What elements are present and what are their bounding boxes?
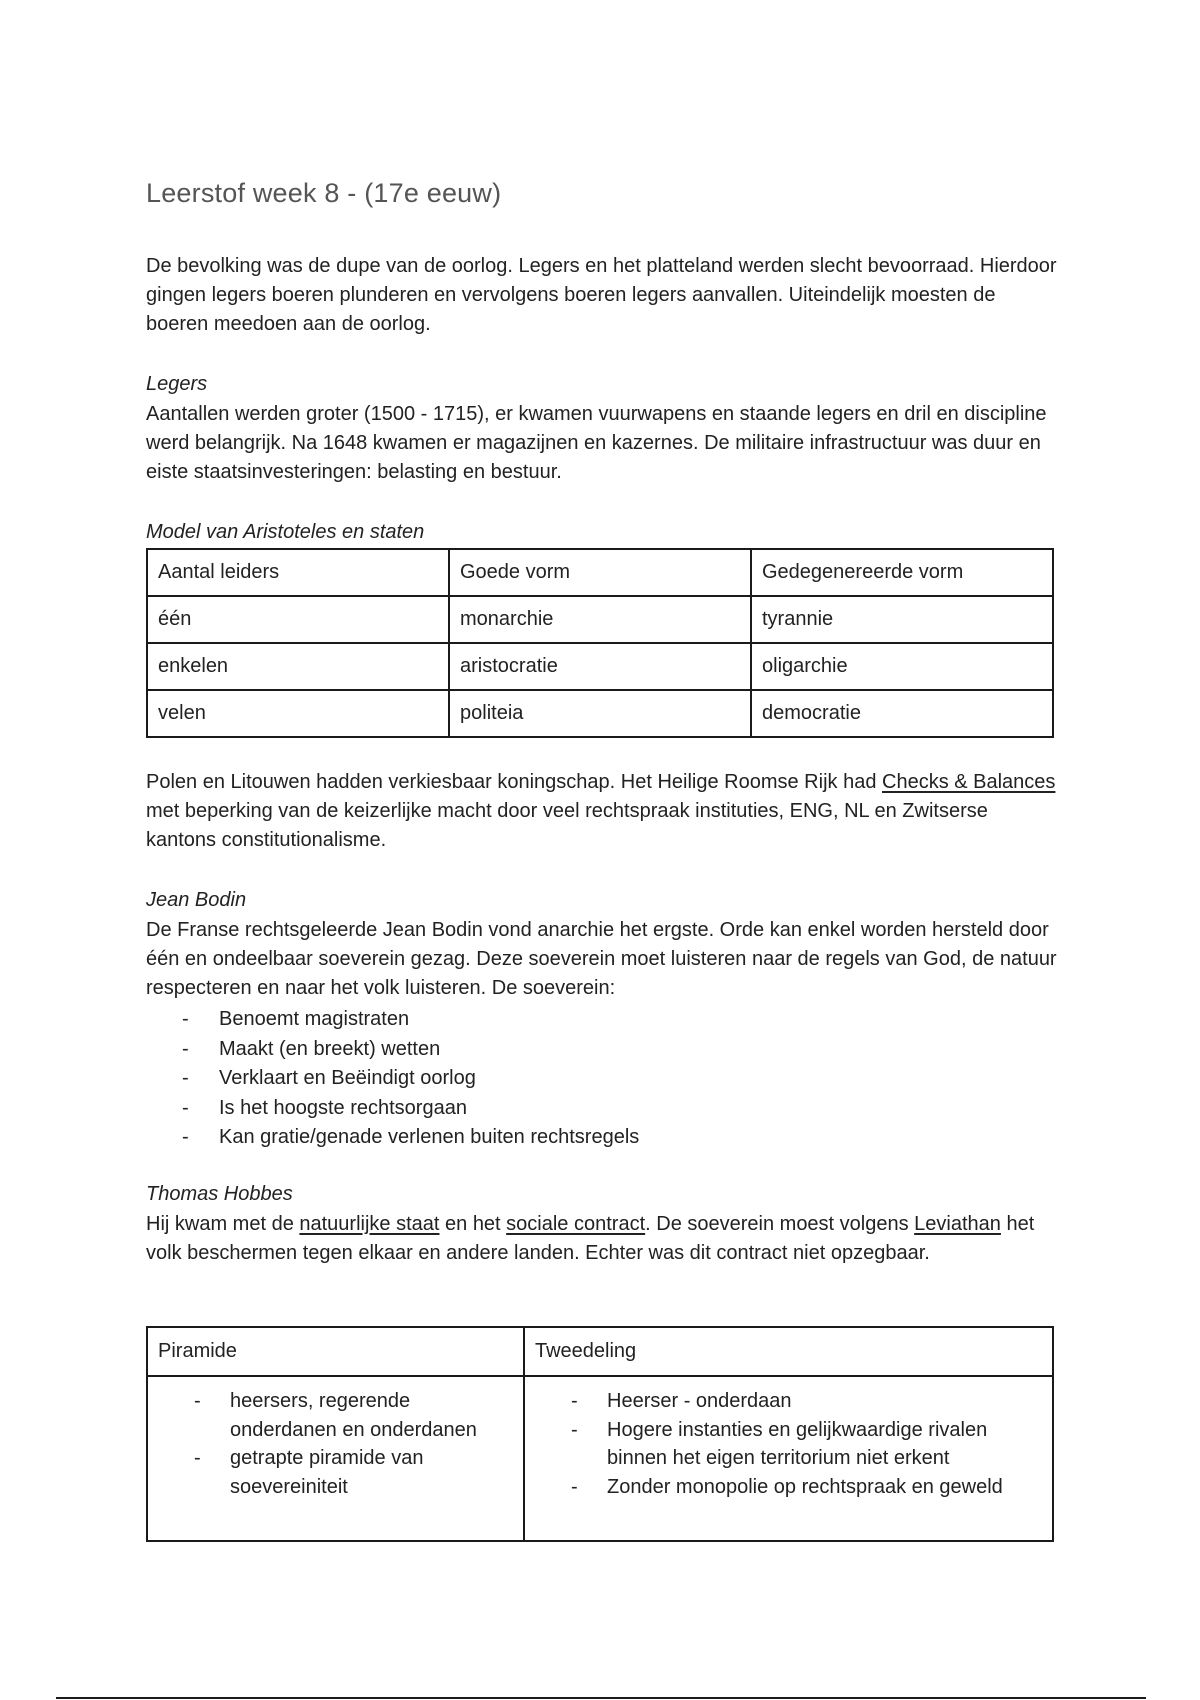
table-row <box>147 690 1053 737</box>
table-cell: enkelen <box>147 643 449 690</box>
list-item: - heersers, regerende onderdanen en onderdanen <box>194 1387 513 1444</box>
table-header-row <box>147 549 1053 596</box>
piramide-cell <box>147 1376 524 1541</box>
hobbes-text: het volk beschermen tegen elkaar en andere landen. Echter was dit contract niet opzegbaar. <box>146 1213 1035 1264</box>
list-item: - Maakt (en breekt) wetten <box>182 1035 639 1065</box>
comparison-table <box>146 1326 1054 1542</box>
table-row <box>147 1376 1053 1541</box>
natuurlijke-staat-link[interactable]: natuurlijke staat <box>299 1213 440 1235</box>
list-item: - Zonder monopolie op rechtspraak en geweld <box>571 1473 1042 1502</box>
table-cell: aristocratie <box>449 643 751 690</box>
legers-heading: Legers <box>146 373 208 395</box>
table-cell: één <box>147 596 449 643</box>
aristoteles-heading: Model van Aristoteles en staten <box>146 521 425 543</box>
sociale-contract-link[interactable]: sociale contract <box>506 1213 646 1235</box>
table-header-cell: Piramide <box>147 1327 524 1376</box>
legers-paragraph: Aantallen werden groter (1500 - 1715), er kwamen vuurwapens en staande legers en dril en discipline werd belangrijk. Na 1648 kwamen er magazijnen en kazernes. De militaire infrastructuur was duur en eiste staatsinvesteringen: belasting en bestuur. <box>146 403 1047 483</box>
table-cell: politeia <box>449 690 751 737</box>
page-title: Leerstof week 8 - (17e eeuw) <box>146 178 502 208</box>
table-row <box>147 643 1053 690</box>
polen-paragraph <box>146 768 1060 855</box>
tweedeling-cell <box>524 1376 1053 1541</box>
table-cell: monarchie <box>449 596 751 643</box>
intro-paragraph: De bevolking was de dupe van de oorlog. Legers en het platteland werden slecht bevoorraad. Hierdoor gingen legers boeren plunderen en vervolgens boeren legers aanvallen. Uiteindelijk moesten de boeren meedoen aan de oorlog. <box>146 255 1057 335</box>
table-header-cell: Aantal leiders <box>147 549 449 596</box>
hobbes-paragraph <box>146 1210 1060 1268</box>
table-cell: democratie <box>751 690 1053 737</box>
hobbes-text: en het <box>439 1213 507 1235</box>
list-item: - Hogere instanties en gelijkwaardige rivalen binnen het eigen territorium niet erkent <box>571 1416 1042 1473</box>
table-row <box>147 596 1053 643</box>
tweedeling-list <box>535 1387 1042 1501</box>
aristoteles-table <box>146 548 1054 738</box>
table-header-row <box>147 1327 1053 1376</box>
list-item: - Kan gratie/genade verlenen buiten rechtsregels <box>182 1123 639 1153</box>
list-item: - Heerser - onderdaan <box>571 1387 1042 1416</box>
bodin-paragraph: De Franse rechtsgeleerde Jean Bodin vond anarchie het ergste. Orde kan enkel worden hersteld door één en ondeelbaar soeverein gezag. Deze soeverein moet luisteren naar de regels van God, de natuur respecteren en naar het volk luisteren. De soeverein: <box>146 919 1057 999</box>
list-item: - getrapte piramide van soevereiniteit <box>194 1444 513 1501</box>
checks-balances-link[interactable]: Checks & Balances <box>882 771 1056 793</box>
hobbes-text: . De soeverein moest volgens <box>645 1213 915 1235</box>
table-header-cell: Goede vorm <box>449 549 751 596</box>
table-header-cell: Tweedeling <box>524 1327 1053 1376</box>
hobbes-heading: Thomas Hobbes <box>146 1183 293 1205</box>
table-cell: velen <box>147 690 449 737</box>
table-cell: tyrannie <box>751 596 1053 643</box>
list-item: - Benoemt magistraten <box>182 1005 639 1035</box>
list-item: - Is het hoogste rechtsorgaan <box>182 1094 639 1124</box>
table-header-cell: Gedegenereerde vorm <box>751 549 1053 596</box>
polen-text-before: Polen en Litouwen hadden verkiesbaar koningschap. Het Heilige Roomse Rijk had <box>146 771 882 793</box>
leviathan-link[interactable]: Leviathan <box>914 1213 1001 1235</box>
bodin-heading: Jean Bodin <box>146 889 247 911</box>
table-cell: oligarchie <box>751 643 1053 690</box>
bodin-list <box>182 1005 639 1153</box>
piramide-list <box>158 1387 513 1501</box>
hobbes-text: Hij kwam met de <box>146 1213 300 1235</box>
list-item: - Verklaart en Beëindigt oorlog <box>182 1064 639 1094</box>
page-bottom-rule <box>56 1697 1146 1699</box>
polen-text-after: met beperking van de keizerlijke macht door veel rechtspraak instituties, ENG, NL en Zwitserse kantons constitutionalisme. <box>146 800 988 851</box>
